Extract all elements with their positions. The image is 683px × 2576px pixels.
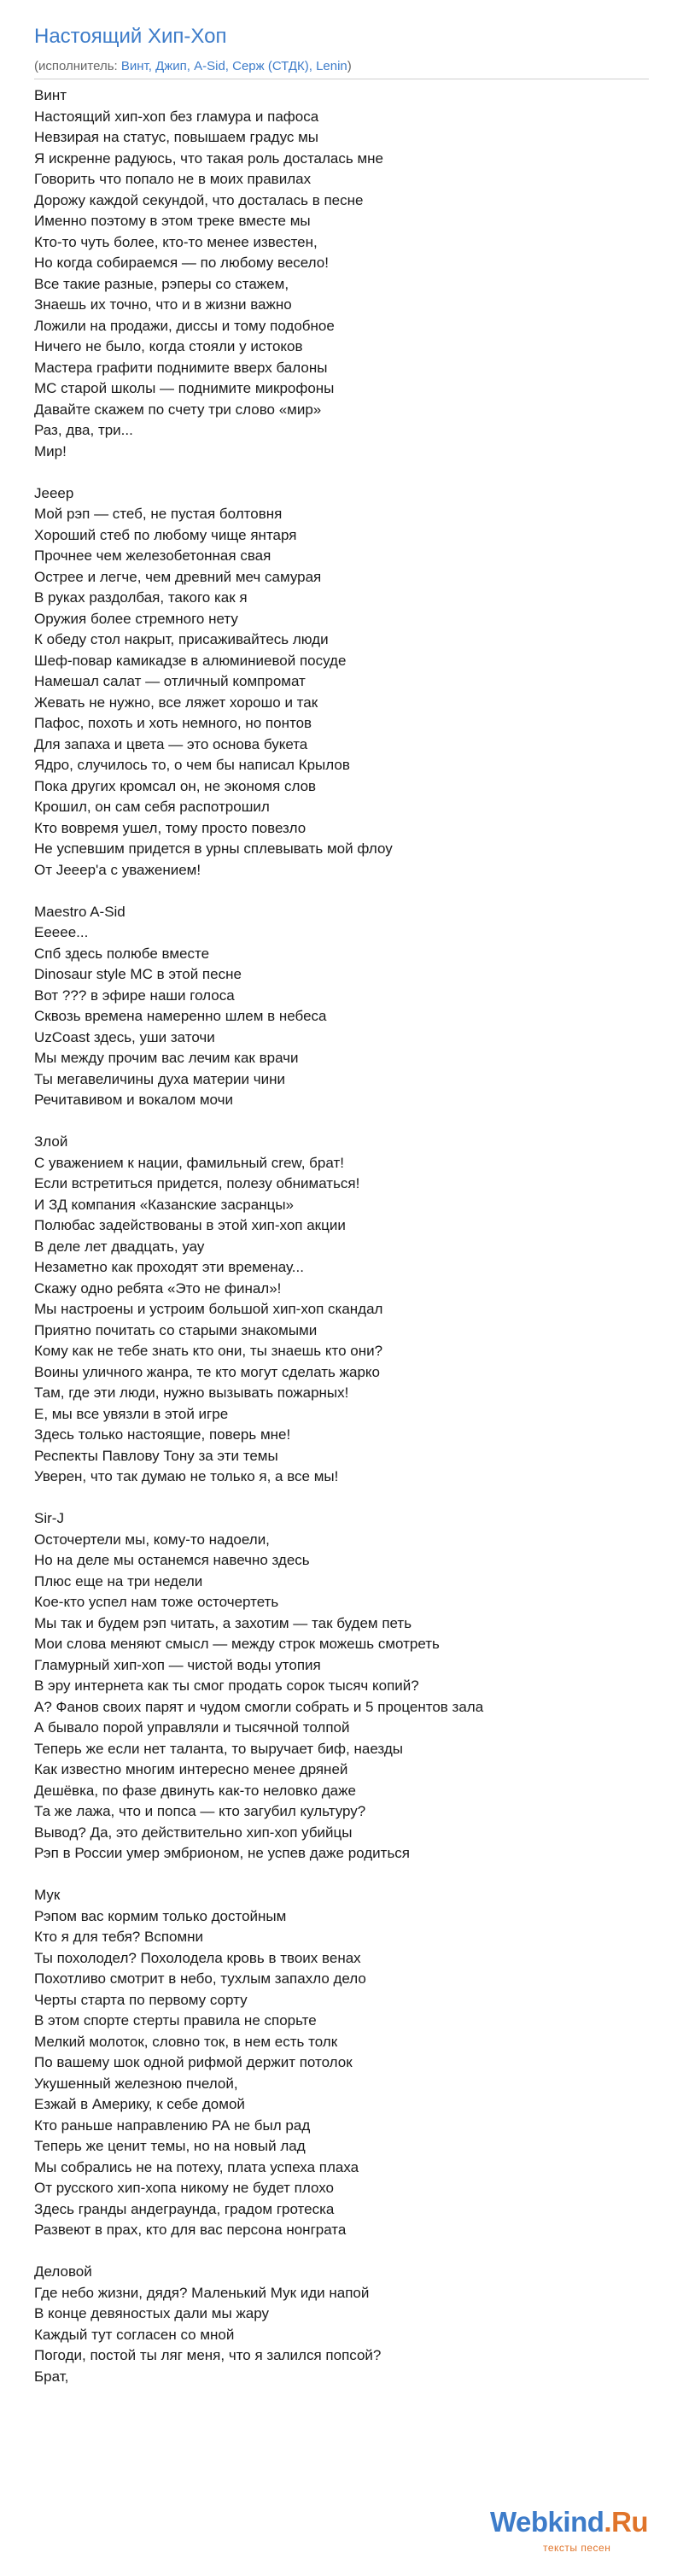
lyric-line: Мастера графити поднимите вверх балоны — [34, 359, 328, 376]
verse-performer: Jeeep — [34, 484, 74, 501]
lyric-line: Мы собрались не на потеху, плата успеха плаха — [34, 2158, 359, 2175]
lyric-line: Не успевшим придется в урны сплевывать мой флоу — [34, 840, 393, 857]
lyric-line: Черты старта по первому сорту — [34, 1991, 248, 2008]
lyric-line: Вывод? Да, это действительно хип-хоп убийцы — [34, 1824, 353, 1841]
lyric-line: Мы между прочим вас лечим как врачи — [34, 1050, 299, 1066]
lyric-line: Рэпом вас кормим только достойным — [34, 1907, 287, 1924]
lyric-line: Оружия более стремного нету — [34, 610, 238, 627]
lyric-line: Шеф-повар камикадзе в алюминиевой посуде — [34, 652, 347, 669]
lyric-line: Прочнее чем железобетонная свая — [34, 547, 271, 564]
lyric-line: В конце девяностых дали мы жару — [34, 2305, 269, 2321]
lyric-line: Укушенный железною пчелой, — [34, 2075, 238, 2092]
lyric-line: Жевать не нужно, все ляжет хорошо и так — [34, 694, 318, 711]
lyric-line: Дорожу каждой секундой, что досталась в песне — [34, 191, 364, 208]
lyric-line: Сквозь времена намеренно шлем в небеса — [34, 1008, 327, 1024]
lyric-line: Теперь же ценит темы, но на новый лад — [34, 2138, 306, 2154]
lyric-line: Езжай в Америку, к себе домой — [34, 2096, 245, 2112]
lyric-line: Погоди, постой ты ляг меня, что я залился попсой? — [34, 2347, 382, 2363]
site-logo[interactable] — [490, 2503, 669, 2562]
lyric-line: Но когда собираемся — по любому весело! — [34, 255, 329, 271]
lyric-line: Мы настроены и устроим большой хип-хоп скандал — [34, 1301, 383, 1317]
lyric-line: Рэп в России умер эмбрионом, не успев даже родиться — [34, 1845, 411, 1861]
lyric-line: Теперь же если нет таланта, то выручает биф, наезды — [34, 1740, 403, 1757]
lyric-line: От русского хип-хопа никому не будет плохо — [34, 2180, 334, 2196]
lyric-line: Похотливо смотрит в небо, тухлым запахло дело — [34, 1970, 366, 1987]
lyric-line: Та же лажа, что и попса — кто загубил культуру? — [34, 1803, 366, 1819]
lyric-line: Кто-то чуть более, кто-то менее известен, — [34, 233, 318, 250]
lyric-line: Приятно почитать со старыми знакомыми — [34, 1321, 318, 1338]
lyric-line: Воины уличного жанра, те кто могут сделать жарко — [34, 1363, 381, 1380]
performers-prefix: (исполнитель: — [34, 59, 121, 73]
lyric-line: Как известно многим интересно менее дряней — [34, 1761, 348, 1777]
performers-links[interactable]: Винт, Джип, A-Sid, Серж (СТДК), Lenin — [120, 59, 347, 73]
lyric-line: Мелкий молоток, словно ток, в нем есть толк — [34, 2033, 338, 2050]
lyric-line: Уверен, что так думаю не только я, а все мы! — [34, 1468, 339, 1484]
lyric-line: Пафос, похоть и хоть немного, но понтов — [34, 715, 312, 731]
lyric-line: От Jeeep'а с уважением! — [34, 861, 201, 878]
lyric-line: Раз, два, три... — [34, 422, 133, 438]
lyrics-verse — [34, 1132, 649, 1488]
lyric-line: Е, мы все увязли в этой игре — [34, 1405, 229, 1422]
lyric-line: Кое-кто успел нам тоже осточертеть — [34, 1594, 279, 1610]
lyric-line: Кому как не тебе знать кто они, ты знаешь кто они? — [34, 1343, 383, 1359]
lyric-line: Респекты Павлову Тону за эти темы — [34, 1447, 278, 1464]
lyric-line: МС старой школы — поднимите микрофоны — [34, 380, 335, 396]
lyric-line: Спб здесь полюбе вместе — [34, 945, 210, 962]
lyric-line: Дешёвка, по фазе двинуть как-то неловко даже — [34, 1782, 356, 1799]
lyric-line: Я искренне радуюсь, что такая роль досталась мне — [34, 149, 383, 167]
lyric-line: UzCoast здесь, уши заточи — [34, 1028, 215, 1045]
lyric-line: Но на деле мы останемся навечно здесь — [34, 1552, 310, 1568]
lyric-line: В деле лет двадцать, уау — [34, 1238, 205, 1255]
lyric-line: Ложили на продажи, диссы и тому подобное — [34, 317, 335, 334]
logo-brand-main: Webkind — [490, 2506, 604, 2538]
performers-line — [34, 58, 352, 75]
lyrics-verse — [34, 902, 649, 1111]
verse-performer: Винт — [34, 87, 67, 103]
verse-performer: Деловой — [34, 2263, 92, 2280]
lyric-line: Здесь гранды андеграунда, градом гротеска — [34, 2200, 335, 2217]
lyrics-verse — [34, 2262, 649, 2387]
lyric-line: Полюбас задействованы в этой хип-хоп акции — [34, 1217, 346, 1233]
lyrics-verse — [34, 483, 649, 881]
lyrics-text — [34, 85, 649, 2387]
lyric-line: Где небо жизни, дядя? Маленький Мук иди напой — [34, 2284, 370, 2301]
lyric-line: Невзирая на статус, повышаем градус мы — [34, 129, 319, 145]
lyric-line: Кто раньше направлению РА не был рад — [34, 2116, 311, 2134]
lyric-line: Вот ??? в эфире наши голоса — [34, 986, 235, 1004]
performers-suffix: ) — [347, 59, 352, 73]
verse-performer: Мук — [34, 1887, 61, 1903]
lyric-line: И ЗД компания «Казанские засранцы» — [34, 1196, 295, 1213]
lyric-line: Каждый тут согласен со мной — [34, 2326, 235, 2343]
lyric-line: Развеют в прах, кто для вас персона нонграта — [34, 2222, 347, 2238]
lyric-line: Говорить что попало не в моих правилах — [34, 171, 312, 187]
lyric-line: Именно поэтому в этом треке вместе мы — [34, 213, 311, 229]
lyric-line: Ты мегавеличины духа материи чини — [34, 1070, 285, 1087]
lyric-line: Здесь только настоящие, поверь мне! — [34, 1426, 291, 1443]
lyrics-verse — [34, 85, 649, 462]
lyric-line: Крошил, он сам себя распотрошил — [34, 799, 270, 815]
verse-performer: Sir-J — [34, 1510, 64, 1526]
lyric-line: Незаметно как проходят эти временау... — [34, 1259, 304, 1275]
lyric-line: Брат, — [34, 2368, 69, 2385]
lyric-line: Еееее... — [34, 924, 89, 940]
logo-tagline: тексты песен — [543, 2542, 611, 2554]
lyric-line: Пока других кромсал он, не экономя слов — [34, 777, 317, 794]
lyric-line: В руках раздолбая, такого как я — [34, 589, 248, 606]
lyric-line: А? Фанов своих парят и чудом смогли собрать и 5 процентов зала — [34, 1698, 484, 1715]
lyric-line: Мой рэп — стеб, не пустая болтовня — [34, 506, 283, 522]
lyrics-verse — [34, 1885, 649, 2241]
lyric-line: В эру интернета как ты смог продать сорок тысяч копий? — [34, 1677, 419, 1694]
lyric-line: Ты похолодел? Похолодела кровь в твоих венах — [34, 1949, 361, 1966]
lyric-line: Острее и легче, чем древний меч самурая — [34, 568, 322, 585]
lyric-line: Мир! — [34, 442, 67, 460]
lyric-line: Там, где эти люди, нужно вызывать пожарных! — [34, 1385, 349, 1401]
lyric-line: Гламурный хип-хоп — чистой воды утопия — [34, 1656, 321, 1673]
lyric-line: Кто я для тебя? Вспомни — [34, 1929, 204, 1945]
lyric-line: А бывало порой управляли и тысячной толпой — [34, 1719, 350, 1736]
lyric-line: Все такие разные, рэперы со стажем, — [34, 275, 289, 292]
page-title: Настоящий Хип-Хоп — [34, 25, 227, 48]
lyric-line: Давайте скажем по счету три слово «мир» — [34, 401, 322, 418]
lyric-line: С уважением к нации, фамильный crew, брат! — [34, 1154, 344, 1171]
lyric-line: По вашему шок одной рифмой держит потолок — [34, 2054, 353, 2070]
lyric-line: Хороший стеб по любому чище янтаря — [34, 526, 297, 543]
lyric-line: Кто вовремя ушел, тому просто повезло — [34, 819, 306, 836]
lyric-line: Dinosaur style МС в этой песне — [34, 966, 242, 982]
lyric-line: Мы так и будем рэп читать, а захотим — так будем петь — [34, 1614, 412, 1631]
lyric-line: Речитавивом и вокалом мочи — [34, 1092, 233, 1108]
logo-brand-tld: .Ru — [604, 2506, 649, 2538]
lyric-line: В этом спорте стерты правила не спорьте — [34, 2012, 317, 2029]
lyric-line: Для запаха и цвета — это основа букета — [34, 735, 308, 752]
lyric-line: Осточертели мы, кому-то надоели, — [34, 1531, 270, 1548]
lyrics-verse — [34, 1508, 649, 1865]
verse-performer: Maestro A-Sid — [34, 903, 126, 920]
lyric-line: Намешал салат — отличный компромат — [34, 673, 306, 689]
lyric-line: Плюс еще на три недели — [34, 1572, 203, 1590]
lyric-line: К обеду стол накрыт, присаживайтесь люди — [34, 631, 329, 647]
logo-wordmark — [490, 2506, 648, 2538]
verse-performer: Злой — [34, 1133, 68, 1150]
lyric-line: Мои слова меняют смысл — между строк можешь смотреть — [34, 1636, 440, 1652]
lyric-line: Если встретиться придется, полезу обниматься! — [34, 1175, 360, 1191]
lyric-line: Настоящий хип-хоп без гламура и пафоса — [34, 108, 319, 125]
lyric-line: Ничего не было, когда стояли у истоков — [34, 338, 303, 354]
lyric-line: Знаешь их точно, что и в жизни важно — [34, 296, 292, 313]
lyric-line: Ядро, случилось то, о чем бы написал Крылов — [34, 757, 350, 773]
lyric-line: Скажу одно ребята «Это не финал»! — [34, 1279, 282, 1297]
